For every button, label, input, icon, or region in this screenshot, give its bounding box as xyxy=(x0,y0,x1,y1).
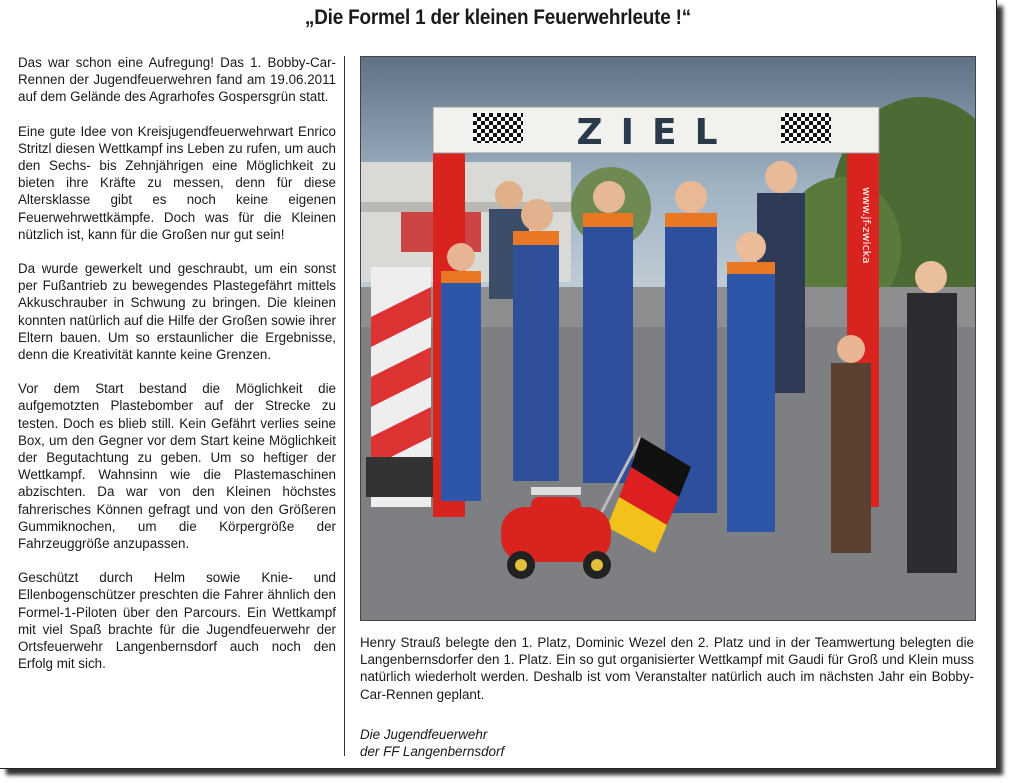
article-body xyxy=(18,54,336,690)
photo-caption: Henry Strauß belegte den 1. Platz, Dominic Wezel den 2. Platz und in der Teamwertung belegten die Langenbernsdorfer den 1. Platz. Ein so gut organisierter Wettkampf mit Gaudi für Groß und Klein muss natürlich wiederholt werden. Deshalb ist vom Veranstalter natürlich auch im nächsten Jahr ein Bobby-Car-Rennen geplant. xyxy=(360,635,974,702)
post-text: www.jf-zwicka xyxy=(860,187,873,264)
paragraph-3: Da wurde gewerkelt und geschraubt, um ein sonst per Fußantrieb zu bewegendes Plastegefährt mittels Akkuschrauber in Schwung zu bringen. Die kleinen konnten natürlich auf die Hilfe der Großen sowie ihrer Eltern bauen. Um so erstaunlicher die Ergebnisse, denn die Kreativität kannte keine Grenzen. xyxy=(18,261,336,363)
paragraph-5: Geschützt durch Helm sowie Knie- und Ellenbogenschützer preschten die Fahrer ähnlich den Formel-1-Piloten über den Parcours. Ein Wettkampf mit viel Spaß brachte für die Jugendfeuerwehr der Ortsfeuerwehr Langenbernsdorf auch noch den Erfolg mit sich. xyxy=(18,570,336,672)
column-divider xyxy=(344,56,345,756)
signature-line-2: der FF Langenbernsdorf xyxy=(360,744,505,760)
article-title: „Die Formel 1 der kleinen Feuerwehrleute !“ xyxy=(304,6,692,29)
signature-line-1: Die Jugendfeuerwehr xyxy=(360,727,488,742)
team-photo xyxy=(360,56,976,621)
left-barrier xyxy=(366,267,436,507)
paragraph-1: Das war schon eine Aufregung! Das 1. Bobby-Car-Rennen der Jugendfeuerwehren fand am 19.06.2011 auf dem Gelände des Agrarhofes Gospersgrün statt. xyxy=(18,55,336,105)
paragraph-2: Eine gute Idee von Kreisjugendfeuerwehrwart Enrico Stritzl diesen Wettkampf ins Leben zu rufen, um auch den Sechs- bis Zehnjährigen eine Möglichkeit zu bieten ihre Kräfte zu messen, denn für diese Altersklasse gibt es noch keine eigenen Feuerwehrwettkämpfe. Doch was für die Kleinen nützlich ist, kann für die Großen nur gut sein! xyxy=(18,123,336,242)
paragraph-4: Vor dem Start bestand die Möglichkeit die aufgemotzten Plastebomber auf der Strecke zu testen. Doch es blieb still. Kein Gefährt verlies seine Box, um den Gegner vor dem Start keine Möglichkeit der Begutachtung zu geben. Um so heftiger der Wettkampf. Wahnsinn wie die Plastemaschinen abzischten. Da war von den Kleinen höchstes fahrerisches Können gefragt und von den Größeren Gummiknochen, um die Körpergröße der Fahrzeuggröße anzupassen. xyxy=(18,381,336,552)
signature xyxy=(360,726,504,760)
banner-text: ZIEL xyxy=(576,112,736,153)
